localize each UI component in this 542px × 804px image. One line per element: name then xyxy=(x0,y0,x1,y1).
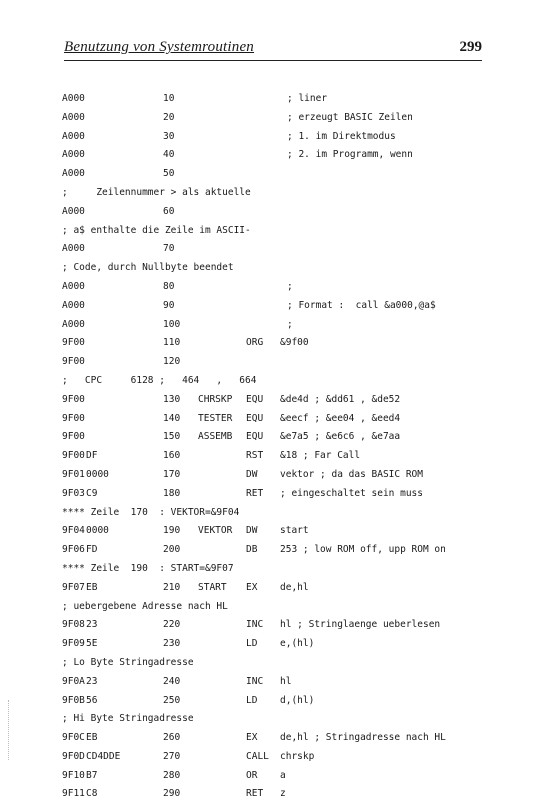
page-header xyxy=(64,38,482,61)
comment-line: ; CPC 6128 ; 464 , 664 xyxy=(62,374,257,386)
operand: a xyxy=(280,769,286,781)
operand: e,(hl) xyxy=(280,638,315,650)
line-number: 200 xyxy=(163,544,181,556)
listing-line xyxy=(0,654,542,673)
operand: de,hl ; Stringadresse nach HL xyxy=(280,732,446,744)
operand: &eecf ; &ee04 , &eed4 xyxy=(280,412,401,424)
opcode: EX xyxy=(246,581,258,593)
address: A000 xyxy=(62,243,85,255)
listing-line xyxy=(0,428,542,447)
operand: 253 ; low ROM off, upp ROM on xyxy=(280,544,446,556)
line-number: 240 xyxy=(163,675,181,687)
address: 9F01 xyxy=(62,468,85,480)
address: A000 xyxy=(62,93,85,104)
line-number: 290 xyxy=(163,788,181,800)
hex-code: B7 xyxy=(86,769,98,781)
opcode: INC xyxy=(246,675,264,687)
comment: ; xyxy=(287,280,293,292)
listing-line xyxy=(0,710,542,729)
listing-line xyxy=(0,466,542,485)
hex-code: C9 xyxy=(86,487,98,499)
operand: z xyxy=(280,788,286,800)
comment: ; erzeugt BASIC Zeilen xyxy=(287,111,413,123)
operand: &e7a5 ; &e6c6 , &e7aa xyxy=(280,431,401,443)
comment-line: ; a$ enthalte die Zeile im ASCII- xyxy=(62,224,251,236)
line-number: 60 xyxy=(163,205,175,217)
line-number: 10 xyxy=(163,93,175,104)
chapter-title: Benutzung von Systemroutinen xyxy=(64,39,255,55)
address: 9F08 xyxy=(62,619,85,631)
listing-line xyxy=(0,504,542,523)
comment: ; 2. im Programm, wenn xyxy=(287,149,413,161)
hex-code: EB xyxy=(86,732,98,744)
line-number: 130 xyxy=(163,393,181,405)
address: 9F00 xyxy=(62,393,85,405)
line-number: 220 xyxy=(163,619,181,631)
listing-line xyxy=(0,447,542,466)
line-number: 70 xyxy=(163,243,175,255)
line-number: 170 xyxy=(163,468,181,480)
opcode: DW xyxy=(246,468,258,480)
hex-code: EB xyxy=(86,581,98,593)
address: 9F0C xyxy=(62,732,85,744)
line-number: 260 xyxy=(163,732,181,744)
opcode: DB xyxy=(246,544,258,556)
comment: ; Format : call &a000,@a$ xyxy=(287,299,436,311)
address: 9F03 xyxy=(62,487,85,499)
listing-line xyxy=(0,673,542,692)
listing-line xyxy=(0,616,542,635)
opcode: EQU xyxy=(246,431,264,443)
line-number: 80 xyxy=(163,280,175,292)
listing-line xyxy=(0,316,542,335)
address: A000 xyxy=(62,205,85,217)
opcode: RST xyxy=(246,450,264,462)
comment-line: ; uebergebene Adresse nach HL xyxy=(62,600,228,612)
operand: &18 ; Far Call xyxy=(280,450,361,462)
operand: hl xyxy=(280,675,292,687)
hex-code: 5E xyxy=(86,638,98,650)
address: A000 xyxy=(62,299,85,311)
comment-line: ; Code, durch Nullbyte beendet xyxy=(62,262,234,274)
listing-line xyxy=(0,372,542,391)
listing-line xyxy=(0,541,542,560)
address: A000 xyxy=(62,111,85,123)
address: 9F00 xyxy=(62,356,85,368)
comment: ; liner xyxy=(287,93,328,104)
listing-line xyxy=(0,259,542,278)
address: 9F00 xyxy=(62,337,85,349)
line-number: 140 xyxy=(163,412,181,424)
listing-line xyxy=(0,203,542,222)
page-number: 299 xyxy=(459,39,482,55)
address: A000 xyxy=(62,318,85,330)
line-number: 250 xyxy=(163,694,181,706)
opcode: RET xyxy=(246,487,264,499)
listing-line xyxy=(0,410,542,429)
operand: start xyxy=(280,525,309,537)
hex-code: CD4DDE xyxy=(86,750,121,762)
listing-line xyxy=(0,598,542,617)
hex-code: 23 xyxy=(86,619,98,631)
address: 9F04 xyxy=(62,525,85,537)
line-number: 100 xyxy=(163,318,181,330)
line-number: 230 xyxy=(163,638,181,650)
opcode: EX xyxy=(246,732,258,744)
listing-line xyxy=(0,90,542,109)
label: ASSEMB xyxy=(198,431,233,443)
address: 9F0D xyxy=(62,750,85,762)
listing-line xyxy=(0,729,542,748)
listing-line xyxy=(0,128,542,147)
operand: vektor ; da das BASIC ROM xyxy=(280,468,423,480)
margin-dots xyxy=(8,700,11,760)
address: 9F09 xyxy=(62,638,85,650)
listing-line xyxy=(0,748,542,767)
line-number: 90 xyxy=(163,299,175,311)
listing-line xyxy=(0,165,542,184)
listing-line xyxy=(0,146,542,165)
operand: ; eingeschaltet sein muss xyxy=(280,487,423,499)
listing-line xyxy=(0,184,542,203)
address: 9F07 xyxy=(62,581,85,593)
hex-code: 23 xyxy=(86,675,98,687)
address: 9F11 xyxy=(62,788,85,800)
listing-line xyxy=(0,297,542,316)
address: 9F06 xyxy=(62,544,85,556)
hex-code: 0000 xyxy=(86,468,109,480)
label: CHRSKP xyxy=(198,393,233,405)
address: 9F10 xyxy=(62,769,85,781)
address: A000 xyxy=(62,130,85,142)
comment-line: ; Hi Byte Stringadresse xyxy=(62,713,194,725)
hex-code: 0000 xyxy=(86,525,109,537)
line-number: 20 xyxy=(163,111,175,123)
opcode: EQU xyxy=(246,412,264,424)
listing-line xyxy=(0,278,542,297)
listing-line xyxy=(0,560,542,579)
address: 9F0B xyxy=(62,694,85,706)
listing-line xyxy=(0,391,542,410)
line-number: 280 xyxy=(163,769,181,781)
line-number: 210 xyxy=(163,581,181,593)
hex-code: DF xyxy=(86,450,98,462)
comment: ; 1. im Direktmodus xyxy=(287,130,396,142)
opcode: LD xyxy=(246,694,258,706)
opcode: RET xyxy=(246,788,264,800)
line-number: 150 xyxy=(163,431,181,443)
opcode: EQU xyxy=(246,393,264,405)
listing-line xyxy=(0,240,542,259)
operand: &de4d ; &dd61 , &de52 xyxy=(280,393,401,405)
comment-line: **** Zeile 170 : VEKTOR=&9F04 xyxy=(62,506,240,518)
address: A000 xyxy=(62,168,85,180)
line-number: 160 xyxy=(163,450,181,462)
opcode: INC xyxy=(246,619,264,631)
hex-code: 56 xyxy=(86,694,98,706)
opcode: ORG xyxy=(246,337,264,349)
listing-line xyxy=(0,579,542,598)
address: A000 xyxy=(62,149,85,161)
listing-line xyxy=(0,485,542,504)
address: 9F0A xyxy=(62,675,85,687)
comment-line: ; Zeilennummer > als aktuelle xyxy=(62,186,251,198)
hex-code: C8 xyxy=(86,788,98,800)
operand: hl ; Stringlaenge ueberlesen xyxy=(280,619,441,631)
hex-code: FD xyxy=(86,544,98,556)
line-number: 110 xyxy=(163,337,181,349)
listing-line xyxy=(0,767,542,786)
opcode: CALL xyxy=(246,750,269,762)
comment: ; xyxy=(287,318,293,330)
listing-line xyxy=(0,334,542,353)
comment-line: ; Lo Byte Stringadresse xyxy=(62,656,194,668)
address: 9F00 xyxy=(62,450,85,462)
listing-line xyxy=(0,222,542,241)
listing-line xyxy=(0,635,542,654)
address: A000 xyxy=(62,280,85,292)
opcode: LD xyxy=(246,638,258,650)
comment-line: **** Zeile 190 : START=&9F07 xyxy=(62,562,234,574)
line-number: 40 xyxy=(163,149,175,161)
operand: d,(hl) xyxy=(280,694,315,706)
line-number: 180 xyxy=(163,487,181,499)
label: TESTER xyxy=(198,412,233,424)
operand: &9f00 xyxy=(280,337,309,349)
address: 9F00 xyxy=(62,412,85,424)
listing-line xyxy=(0,692,542,711)
line-number: 50 xyxy=(163,168,175,180)
opcode: DW xyxy=(246,525,258,537)
line-number: 30 xyxy=(163,130,175,142)
address: 9F00 xyxy=(62,431,85,443)
listing-line xyxy=(0,785,542,804)
listing-line xyxy=(0,109,542,128)
listing-line xyxy=(0,353,542,372)
label: START xyxy=(198,581,227,593)
listing-line xyxy=(0,522,542,541)
assembler-listing xyxy=(0,90,542,804)
label: VEKTOR xyxy=(198,525,233,537)
line-number: 270 xyxy=(163,750,181,762)
operand: chrskp xyxy=(280,750,315,762)
operand: de,hl xyxy=(280,581,309,593)
opcode: OR xyxy=(246,769,258,781)
line-number: 190 xyxy=(163,525,181,537)
line-number: 120 xyxy=(163,356,181,368)
